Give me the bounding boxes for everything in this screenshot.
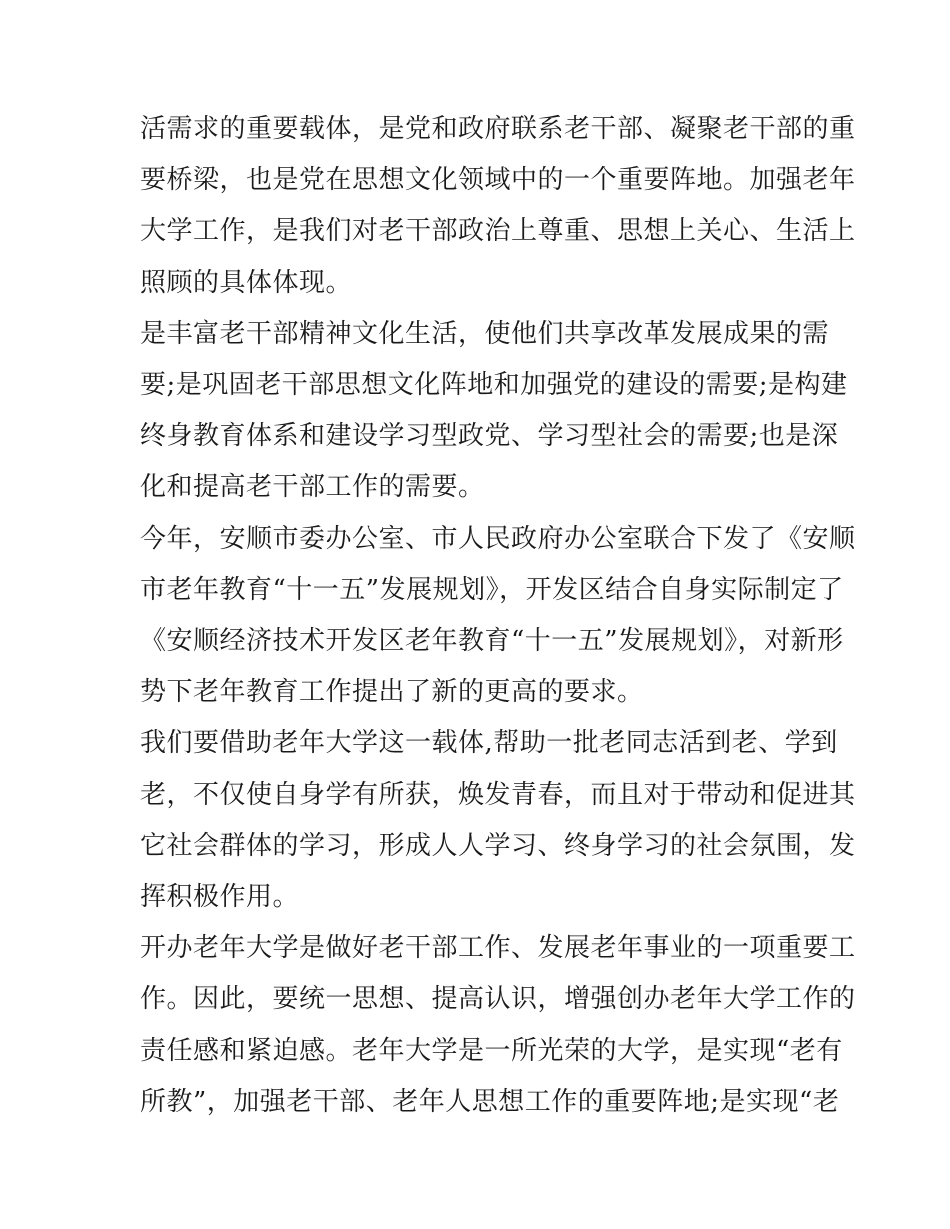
text-line: 责任感和紧迫感。老年大学是一所光荣的大学，是实现“老有 xyxy=(140,1035,843,1066)
text-line: 它社会群体的学习，形成人人学习、终身学习的社会氛围，发 xyxy=(140,830,856,861)
paragraph-2 xyxy=(140,309,848,514)
document-body xyxy=(140,104,856,1128)
text-line: 所教”，加强老干部、老年人思想工作的重要阵地;是实现“老 xyxy=(140,1086,840,1117)
text-line: 老，不仅使自身学有所获，焕发青春，而且对于带动和促进其 xyxy=(140,779,856,810)
text-line: 挥积极作用。 xyxy=(140,882,300,913)
text-line: 要;是巩固老干部思想文化阵地和加强党的建设的需要;是构建 xyxy=(140,370,848,401)
text-line: 开办老年大学是做好老干部工作、发展老年事业的一项重要工 xyxy=(140,933,856,964)
text-line: 《安顺经济技术开发区老年教育“十一五”发展规划》，对新形 xyxy=(140,626,844,657)
text-line: 大学工作，是我们对老干部政治上尊重、思想上关心、生活上 xyxy=(140,216,856,247)
text-line: 今年，安顺市委办公室、市人民政府办公室联合下发了《安顺 xyxy=(140,523,856,554)
text-line: 化和提高老干部工作的需要。 xyxy=(140,472,485,503)
text-line: 要桥梁，也是党在思想文化领域中的一个重要阵地。加强老年 xyxy=(140,165,856,196)
text-line: 是丰富老干部精神文化生活，使他们共享改革发展成果的需 xyxy=(140,318,830,349)
text-line: 我们要借助老年大学这一载体,帮助一批老同志活到老、学到 xyxy=(140,728,838,759)
paragraph-1 xyxy=(140,104,856,309)
text-line: 终身教育体系和建设学习型政党、学习型社会的需要;也是深 xyxy=(140,421,839,452)
paragraph-5 xyxy=(140,923,856,1128)
text-line: 作。因此，要统一思想、提高认识，增强创办老年大学工作的 xyxy=(140,984,856,1015)
paragraph-4 xyxy=(140,718,856,923)
text-line: 活需求的重要载体，是党和政府联系老干部、凝聚老干部的重 xyxy=(140,114,856,144)
text-line: 势下老年教育工作提出了新的更高的要求。 xyxy=(140,677,644,708)
text-line: 照顾的具体体现。 xyxy=(140,267,353,298)
paragraph-3 xyxy=(140,514,856,719)
text-line: 市老年教育“十一五”发展规划》，开发区结合自身实际制定了 xyxy=(140,574,844,605)
